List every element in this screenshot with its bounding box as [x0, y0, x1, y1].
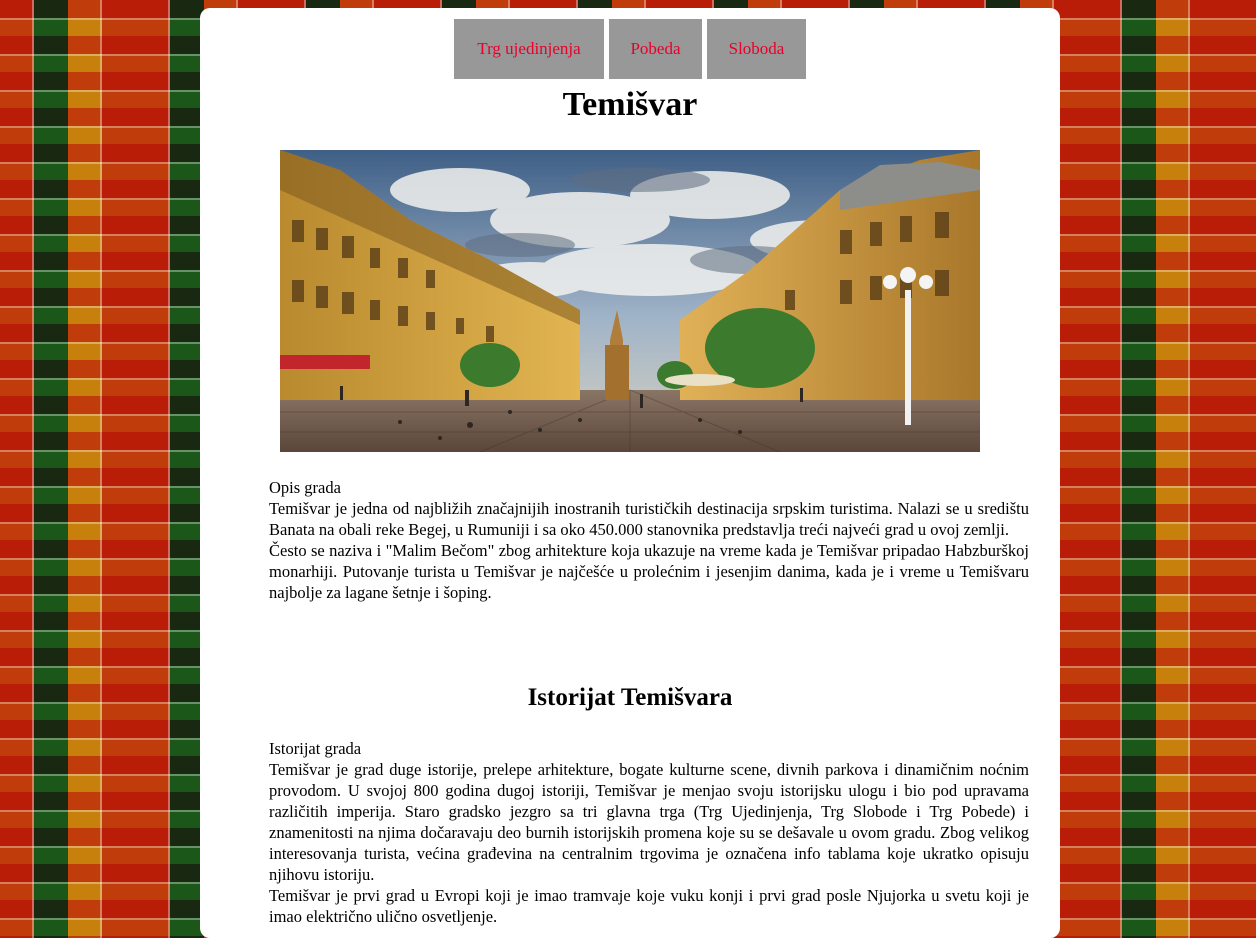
- hero-image: [280, 150, 980, 452]
- section-heading-opis: Opis grada: [269, 478, 341, 497]
- paragraph: Temišvar je jedna od najbližih značajnijih inostranih turističkih destinacija srpskim turistima. Nalazi se u središtu Banata na obali reke Begej, u Rumuniji i sa oko 450.000 stanovnika predstavlja treći najveći grad u ovoj zemlji.: [269, 499, 1029, 539]
- nav-item-sloboda[interactable]: Sloboda: [707, 19, 806, 79]
- city-square-photo: [280, 150, 980, 452]
- paragraph: Temišvar je prvi grad u Evropi koji je imao tramvaje koje vuku konji i prvi grad posle Njujorka u svetu koji je imao električno ulično osvetljenje.: [269, 886, 1029, 926]
- page-title: Temišvar: [562, 86, 698, 123]
- main-nav: [454, 19, 806, 79]
- nav-item-pobeda[interactable]: Pobeda: [609, 19, 702, 79]
- paragraph: Temišvar je grad duge istorije, prelepe arhitekture, bogate kulturne scene, divnih parkova i dinamičnim noćnim provodom. U svojoj 800 godina dugoj istoriji, Temišvar je menjao svoju istorijsku ulogu i bio pod upravama različitih imperija. Staro gradsko jezgro sa tri glavna trga (Trg Ujedinjenja, Trg Slobode i Trg Pobede) i znamenitosti na njima dočaravaju deo burnih istorijskih promena koje su se dešavale u ovom gradu. Zbog velikog interesovanja turista, većina građevina na centralnim trgovima je označena info tablama koje ukratko opisuju njihovu istoriju.: [269, 760, 1029, 884]
- paragraph: Često se naziva i "Malim Bečom" zbog arhitekture koja ukazuje na vreme kada je Temišvar pripadao Habzburškoj monarhiji. Putovanje turista u Temišvar je najčešće u prolećnim i jesenjim danima, kada je i vreme u Temišvaru najbolje za lagane šetnje i šoping.: [269, 541, 1029, 602]
- page-container: [200, 8, 1060, 938]
- section-heading-istorijat: Istorijat grada: [269, 739, 362, 758]
- section-title-history: Istorijat Temišvara: [527, 684, 733, 711]
- section-city-history: [269, 738, 1029, 927]
- nav-item-trg-ujedinjenja[interactable]: Trg ujedinjenja: [454, 19, 604, 79]
- section-city-description: [269, 477, 1029, 603]
